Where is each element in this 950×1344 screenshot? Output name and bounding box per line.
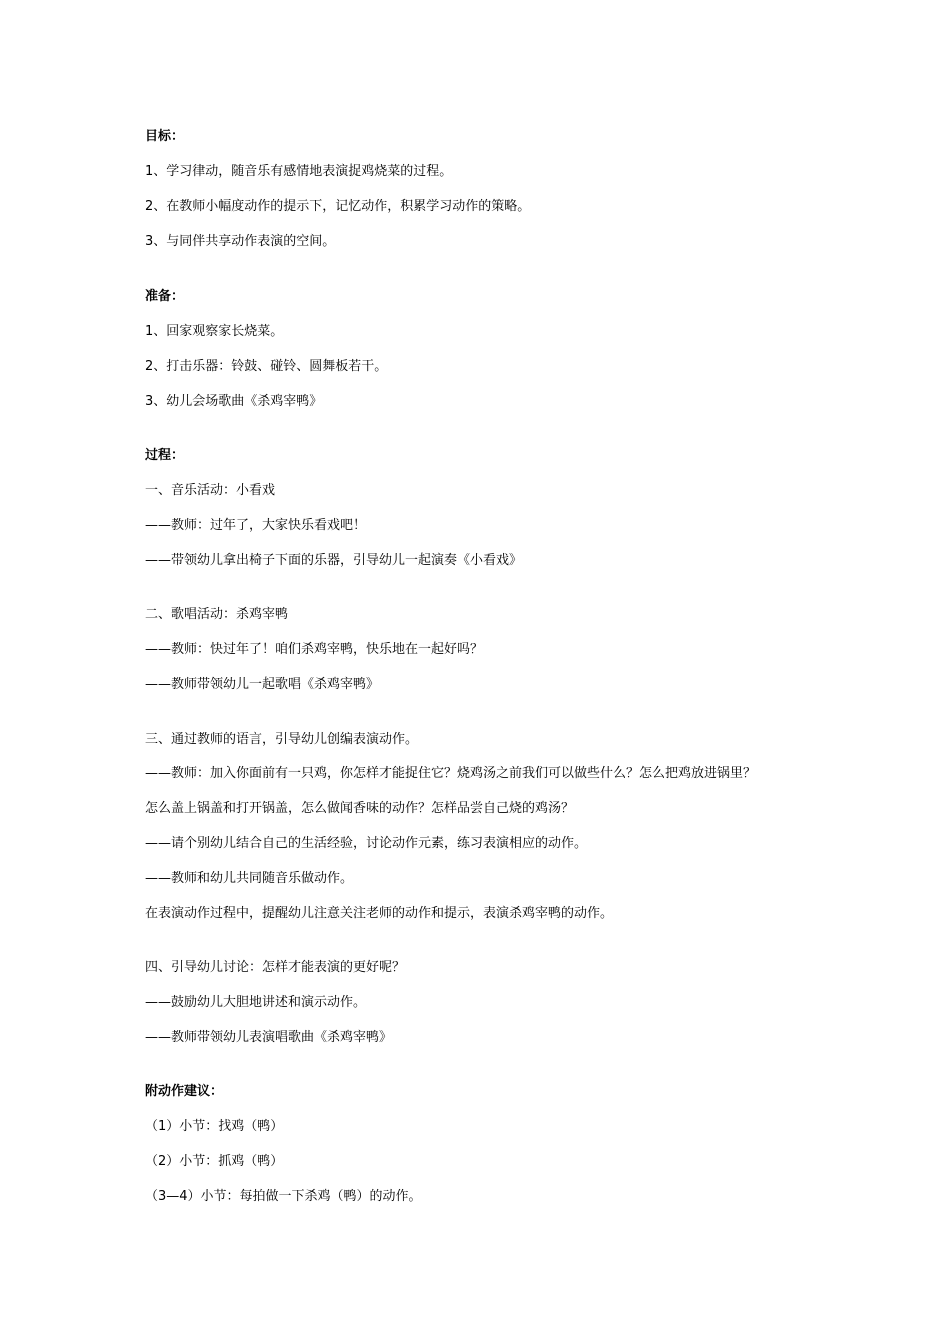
section-line: ——教师：过年了，大家快乐看戏吧！	[145, 518, 367, 533]
appendix-heading: 附动作建议：	[145, 1084, 224, 1099]
appendix-item: （1）小节：找鸡（鸭）	[145, 1119, 284, 1134]
goals-heading: 目标：	[145, 129, 185, 144]
goal-item: 3、与同伴共享动作表演的空间。	[145, 234, 336, 249]
section-line: ——请个别幼儿结合自己的生活经验，讨论动作元素，练习表演相应的动作。	[145, 836, 588, 851]
goal-item: 1、学习律动，随音乐有感情地表演捉鸡烧菜的过程。	[145, 164, 453, 179]
section-line: ——教师：快过年了！咱们杀鸡宰鸭，快乐地在一起好吗？	[145, 642, 484, 657]
section-title: 三、通过教师的语言，引导幼儿创编表演动作。	[145, 732, 419, 747]
process-heading: 过程：	[145, 448, 185, 463]
section-line: ——教师：加入你面前有一只鸡，你怎样才能捉住它？烧鸡汤之前我们可以做些什么？怎么把鸡放进锅里？	[145, 766, 757, 781]
preparation-item: 3、幼儿会场歌曲《杀鸡宰鸭》	[145, 394, 323, 409]
section-title: 四、引导幼儿讨论：怎样才能表演的更好呢？	[145, 960, 406, 975]
goal-item: 2、在教师小幅度动作的提示下，记忆动作，积累学习动作的策略。	[145, 199, 531, 214]
section-line: 怎么盖上锅盖和打开锅盖，怎么做闻香味的动作？怎样品尝自己烧的鸡汤？	[145, 801, 575, 816]
section-title: 一、音乐活动：小看戏	[145, 483, 276, 498]
preparation-item: 1、回家观察家长烧菜。	[145, 324, 284, 339]
appendix-item: （2）小节：抓鸡（鸭）	[145, 1154, 284, 1169]
preparation-item: 2、打击乐器：铃鼓、碰铃、圆舞板若干。	[145, 359, 388, 374]
preparation-heading: 准备：	[145, 289, 185, 304]
section-line: ——教师带领幼儿表演唱歌曲《杀鸡宰鸭》	[145, 1030, 393, 1045]
section-line: ——教师带领幼儿一起歌唱《杀鸡宰鸭》	[145, 677, 380, 692]
appendix-item: （3—4）小节：每拍做一下杀鸡（鸭）的动作。	[145, 1189, 422, 1204]
section-line: ——带领幼儿拿出椅子下面的乐器，引导幼儿一起演奏《小看戏》	[145, 553, 523, 568]
section-line: ——教师和幼儿共同随音乐做动作。	[145, 871, 354, 886]
section-line: 在表演动作过程中，提醒幼儿注意关注老师的动作和提示，表演杀鸡宰鸭的动作。	[145, 906, 614, 921]
section-title: 二、歌唱活动：杀鸡宰鸭	[145, 607, 289, 622]
section-line: ——鼓励幼儿大胆地讲述和演示动作。	[145, 995, 367, 1010]
